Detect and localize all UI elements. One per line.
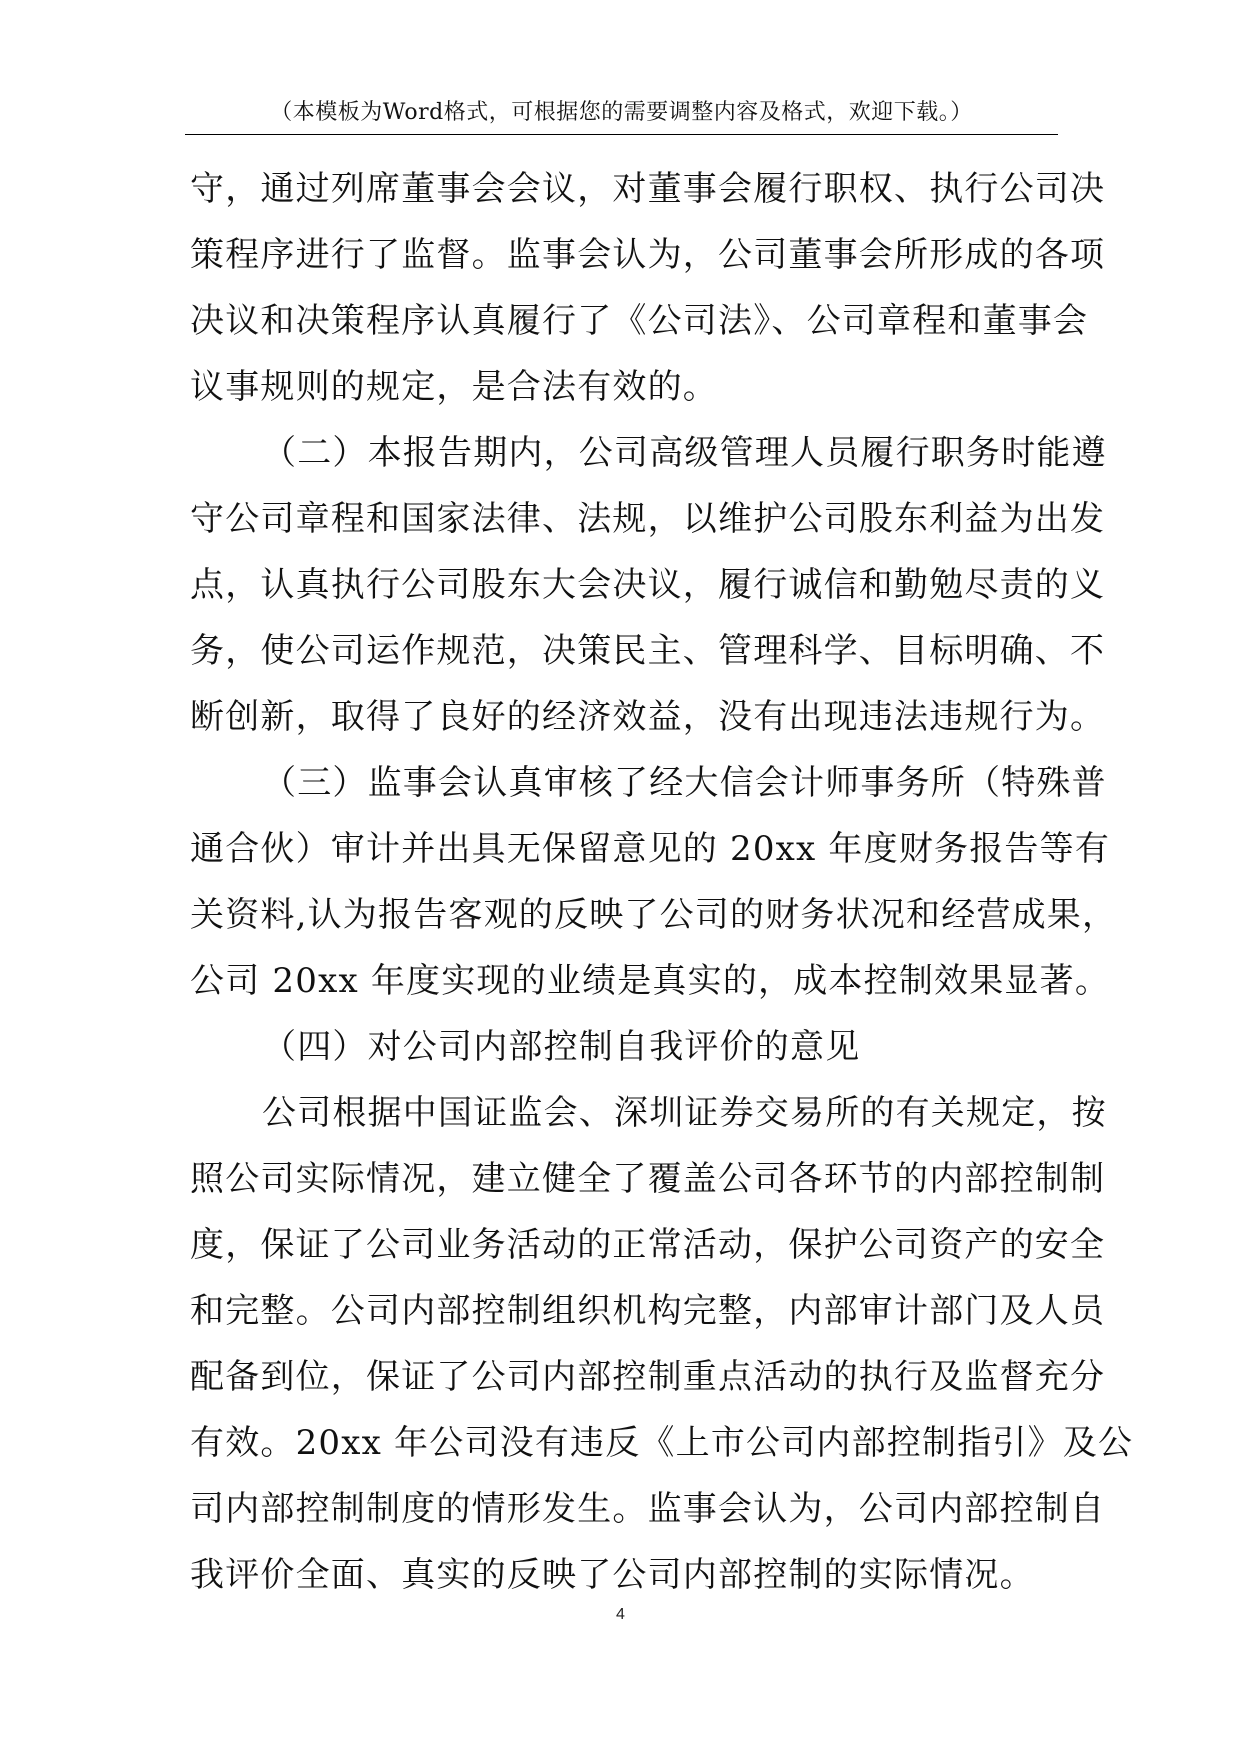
body-line: 公司 20xx 年度实现的业绩是真实的，成本控制效果显著。	[190, 961, 1111, 1001]
body-line: 守公司章程和国家法律、法规，以维护公司股东利益为出发	[190, 499, 1106, 539]
body-line: 守，通过列席董事会会议，对董事会履行职权、执行公司决	[190, 169, 1106, 209]
body-line: 照公司实际情况，建立健全了覆盖公司各环节的内部控制制	[190, 1159, 1106, 1199]
body-line: 议事规则的规定，是合法有效的。	[190, 367, 718, 407]
page-header-note: （本模板为Word格式，可根据您的需要调整内容及格式，欢迎下载。）	[270, 100, 973, 125]
body-line: 断创新，取得了良好的经济效益，没有出现违法违规行为。	[190, 697, 1106, 737]
paragraph-start-line: （三）监事会认真审核了经大信会计师事务所（特殊普	[262, 763, 1107, 803]
page-number: 4	[616, 1606, 625, 1623]
body-line: 司内部控制制度的情形发生。监事会认为，公司内部控制自	[190, 1489, 1106, 1529]
body-line: 点，认真执行公司股东大会决议，履行诚信和勤勉尽责的义	[190, 565, 1106, 605]
body-line: 通合伙）审计并出具无保留意见的 20xx 年度财务报告等有	[190, 829, 1111, 869]
body-line: 有效。20xx 年公司没有违反《上市公司内部控制指引》及公	[190, 1423, 1134, 1463]
body-line: 决议和决策程序认真履行了《公司法》、公司章程和董事会	[190, 301, 1089, 341]
header-divider	[185, 134, 1058, 135]
body-line: 度，保证了公司业务活动的正常活动，保护公司资产的安全	[190, 1225, 1106, 1265]
body-line: 和完整。公司内部控制组织机构完整，内部审计部门及人员	[190, 1291, 1106, 1331]
body-line: 策程序进行了监督。监事会认为，公司董事会所形成的各项	[190, 235, 1106, 275]
document-body	[190, 156, 1134, 1608]
paragraph-start-line: （二）本报告期内，公司高级管理人员履行职务时能遵	[262, 433, 1107, 473]
body-line: 务，使公司运作规范，决策民主、管理科学、目标明确、不	[190, 631, 1106, 671]
section-heading-line: （四）对公司内部控制自我评价的意见	[262, 1027, 861, 1067]
paragraph-start-line: 公司根据中国证监会、深圳证券交易所的有关规定，按	[262, 1093, 1107, 1133]
body-line: 关资料,认为报告客观的反映了公司的财务状况和经营成果，	[190, 895, 1118, 935]
body-line: 配备到位，保证了公司内部控制重点活动的执行及监督充分	[190, 1357, 1106, 1397]
body-line: 我评价全面、真实的反映了公司内部控制的实际情况。	[190, 1555, 1035, 1595]
